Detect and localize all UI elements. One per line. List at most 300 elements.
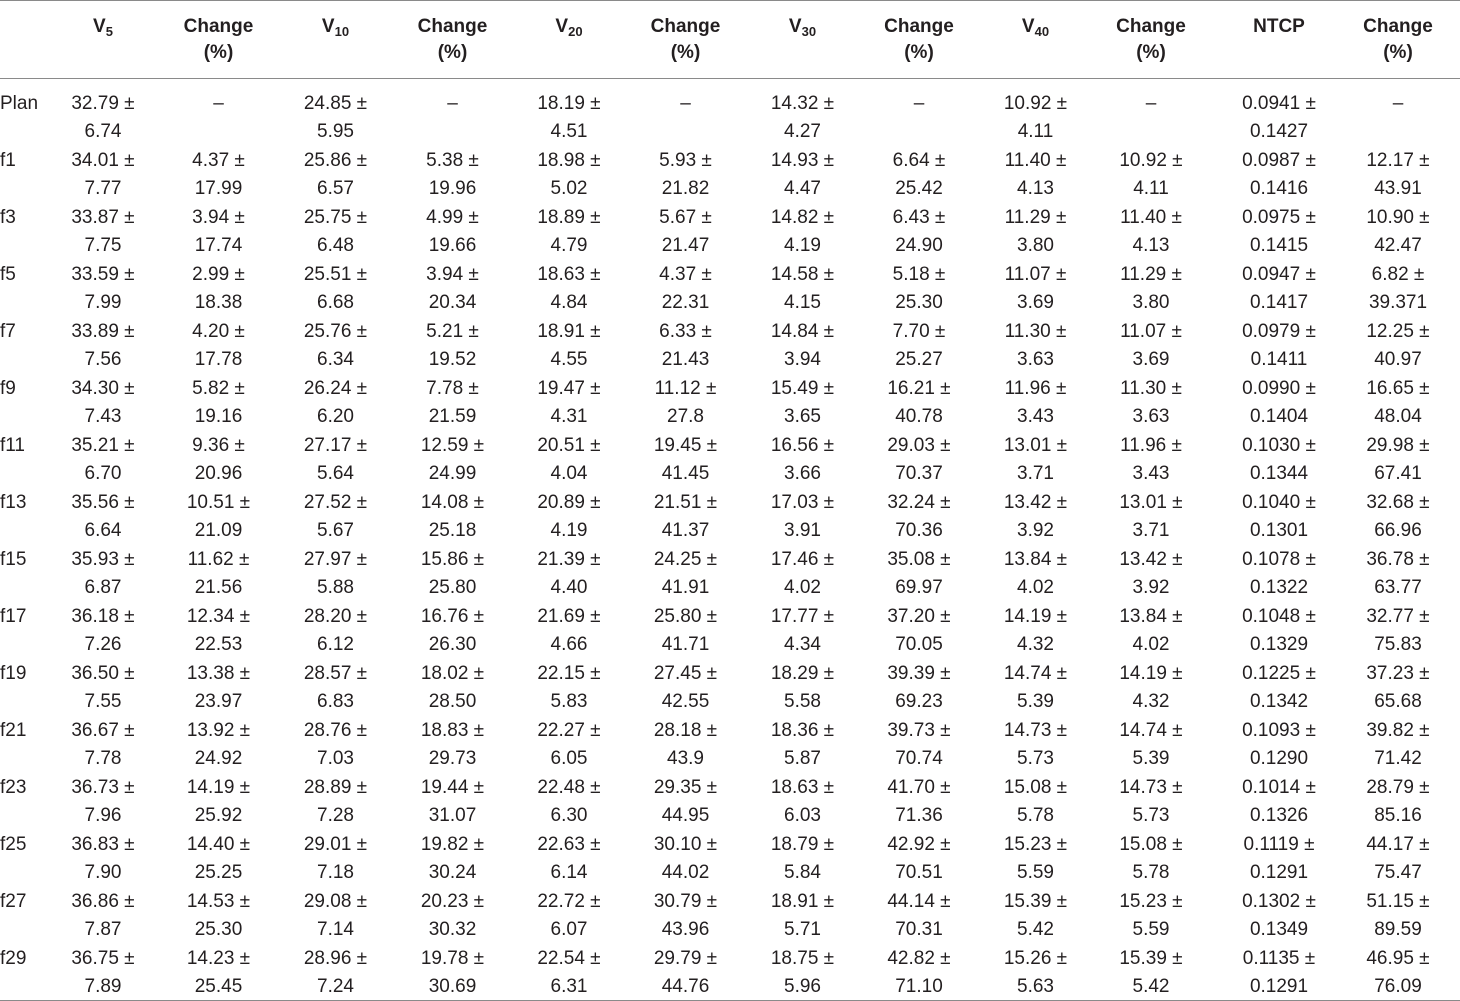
table-cell (1222, 943, 1336, 1001)
header-subscript: 10 (334, 24, 350, 39)
table-cell (991, 79, 1080, 146)
table-cell (991, 430, 1080, 487)
table-cell (525, 259, 613, 316)
cell-mean: 11.07 ± (1120, 321, 1182, 342)
cell-mean: 36.83 ± (71, 834, 135, 855)
cell-mean: 0.1225 ± (1242, 663, 1316, 684)
cell-mean: 25.80 ± (653, 606, 718, 627)
cell-mean: 18.36 ± (770, 720, 835, 741)
cell-sd: 43.9 (667, 747, 704, 769)
cell-mean: 42.92 ± (887, 834, 951, 855)
cell-mean: 36.86 ± (71, 891, 135, 912)
cell-mean: 14.74 ± (1003, 663, 1068, 684)
cell-mean: 0.1119 ± (1243, 834, 1315, 855)
header-unit: (%) (1383, 42, 1413, 63)
cell-sd: 4.27 (784, 120, 821, 142)
header-cell (525, 1, 613, 79)
cell-sd: 4.55 (550, 348, 588, 370)
table-cell (847, 373, 991, 430)
header-cell (613, 1, 758, 79)
table-cell (991, 373, 1080, 430)
cell-sd: 3.69 (1017, 291, 1054, 313)
cell-mean: 29.03 ± (887, 435, 951, 456)
header-label: V (321, 16, 335, 37)
table-cell (291, 544, 380, 601)
table-cell (613, 544, 758, 601)
table-cell (1222, 79, 1336, 146)
cell-sd: 66.96 (1374, 519, 1422, 541)
cell-sd: 4.51 (550, 120, 588, 142)
table-cell (291, 259, 380, 316)
table-cell (60, 316, 146, 373)
cell-sd: 3.43 (1132, 462, 1170, 484)
cell-sd: 4.11 (1133, 177, 1169, 199)
cell-mean: 18.79 ± (770, 834, 835, 855)
cell-sd: 25.25 (194, 861, 243, 883)
row-label: f17 (0, 606, 27, 627)
cell-mean: 44.14 ± (887, 891, 951, 912)
row-label: f27 (0, 891, 27, 912)
cell-mean: 18.75 ± (770, 948, 835, 969)
table-cell (847, 601, 991, 658)
cell-sd: 3.69 (1132, 348, 1170, 370)
table-body (0, 79, 1460, 1001)
cell-mean: 9.36 ± (192, 435, 245, 456)
table-cell (1336, 316, 1460, 373)
table-cell (525, 373, 613, 430)
cell-mean: 11.30 ± (1004, 321, 1067, 342)
cell-sd: 21.56 (194, 576, 243, 598)
cell-mean: 25.86 ± (303, 150, 368, 171)
table-cell (613, 430, 758, 487)
cell-sd: 22.31 (661, 291, 710, 313)
cell-sd: 21.43 (661, 348, 710, 370)
cell-mean: 14.74 ± (1119, 720, 1183, 741)
cell-mean: 15.26 ± (1003, 948, 1068, 969)
cell-sd: 6.70 (84, 462, 122, 484)
cell-mean: 27.52 ± (303, 492, 368, 513)
table-cell (1080, 79, 1222, 146)
cell-sd: 5.58 (784, 690, 821, 712)
table-cell (758, 430, 847, 487)
table-cell (1336, 658, 1460, 715)
cell-mean: 25.51 ± (303, 264, 368, 285)
cell-sd: 19.16 (194, 405, 243, 427)
header-unit: (%) (670, 42, 701, 63)
cell-sd: 7.24 (317, 975, 354, 997)
header-cell (291, 1, 380, 79)
cell-mean: 34.01 ± (71, 150, 135, 171)
cell-mean: 13.42 ± (1003, 492, 1068, 513)
cell-sd: 41.91 (661, 576, 710, 598)
table-cell (847, 430, 991, 487)
cell-mean: 13.84 ± (1003, 549, 1068, 570)
cell-sd: 7.78 (84, 747, 122, 769)
cell-sd: 0.1322 (1249, 576, 1309, 598)
cell-sd: 5.02 (550, 177, 588, 199)
header-label: V (1021, 16, 1035, 37)
cell-mean: – (913, 93, 925, 114)
cell-mean: 14.73 ± (1003, 720, 1068, 741)
cell-sd: 39.371 (1368, 291, 1428, 313)
header-row (0, 1, 1460, 79)
cell-sd: 6.48 (317, 234, 354, 256)
table-cell (758, 943, 847, 1001)
cell-mean: 20.51 ± (537, 435, 601, 456)
cell-sd: 4.19 (550, 519, 588, 541)
row-label: f11 (0, 435, 26, 456)
cell-mean: 30.10 ± (653, 834, 718, 855)
cell-sd: 71.10 (895, 975, 943, 997)
cell-mean: 0.0947 ± (1242, 264, 1316, 285)
row-label: f3 (0, 207, 16, 228)
header-cell (991, 1, 1080, 79)
cell-mean: 32.79 ± (71, 93, 135, 114)
cell-mean: 15.86 ± (420, 549, 485, 570)
table-cell (758, 658, 847, 715)
cell-sd: 6.30 (550, 804, 588, 826)
cell-mean: 39.73 ± (887, 720, 951, 741)
cell-mean: 14.19 ± (1003, 606, 1068, 627)
cell-sd: 67.41 (1374, 462, 1422, 484)
table-cell (380, 487, 525, 544)
cell-mean: 16.21 ± (887, 378, 951, 399)
cell-sd: 3.66 (784, 462, 821, 484)
table-cell (291, 430, 380, 487)
cell-sd: 6.31 (550, 975, 588, 997)
table-cell (847, 316, 991, 373)
cell-mean: 11.29 ± (1004, 207, 1067, 228)
cell-mean: 4.37 ± (192, 150, 245, 171)
header-cell (847, 1, 991, 79)
cell-mean: 22.15 ± (537, 663, 601, 684)
cell-mean: 5.82 ± (192, 378, 245, 399)
cell-sd: 21.09 (194, 519, 243, 541)
cell-sd: 5.42 (1017, 918, 1054, 940)
table-cell (380, 259, 525, 316)
cell-mean: 0.1093 ± (1242, 720, 1316, 741)
table-cell (1336, 202, 1460, 259)
row-label: f23 (0, 777, 27, 798)
cell-sd: 4.34 (784, 633, 821, 655)
table-cell (525, 772, 613, 829)
table-cell (380, 316, 525, 373)
row-label: f9 (0, 378, 16, 399)
cell-mean: 10.92 ± (1119, 150, 1183, 171)
cell-mean: 18.29 ± (770, 663, 835, 684)
cell-sd: 3.43 (1017, 405, 1054, 427)
header-label: Change (417, 16, 488, 37)
header-label: Change (1363, 16, 1433, 37)
table-cell (1080, 886, 1222, 943)
header-cell (1080, 1, 1222, 79)
table-cell (146, 772, 291, 829)
table-cell (1336, 943, 1460, 1001)
header-label: Change (183, 16, 254, 37)
cell-sd: 5.84 (784, 861, 821, 883)
table-cell (758, 544, 847, 601)
table-cell (380, 772, 525, 829)
cell-mean: 19.78 ± (420, 948, 485, 969)
cell-mean: 15.23 ± (1119, 891, 1183, 912)
cell-mean: 14.58 ± (770, 264, 835, 285)
table-cell (847, 886, 991, 943)
cell-mean: 10.92 ± (1003, 93, 1068, 114)
table-cell (1080, 772, 1222, 829)
cell-mean: 11.40 ± (1120, 207, 1182, 228)
table-cell (380, 202, 525, 259)
cell-sd: 5.73 (1017, 747, 1054, 769)
table-cell (613, 772, 758, 829)
table-cell (1080, 715, 1222, 772)
cell-mean: 0.1078 ± (1242, 549, 1316, 570)
table-cell (525, 430, 613, 487)
table-cell (60, 943, 146, 1001)
cell-mean: 11.29 ± (1120, 264, 1182, 285)
table-cell (1222, 829, 1336, 886)
cell-sd: 17.99 (194, 177, 243, 199)
table-cell (758, 259, 847, 316)
table-cell (847, 202, 991, 259)
table-cell (525, 886, 613, 943)
table-cell (1336, 886, 1460, 943)
table-cell (60, 430, 146, 487)
table-cell (146, 79, 291, 146)
cell-mean: 18.19 ± (537, 93, 601, 114)
cell-mean: 0.0979 ± (1242, 321, 1316, 342)
table-cell (1080, 943, 1222, 1001)
cell-mean: 11.40 ± (1004, 150, 1067, 171)
table-cell (146, 658, 291, 715)
cell-mean: 15.39 ± (1003, 891, 1068, 912)
cell-mean: 13.01 ± (1003, 435, 1068, 456)
table-cell (60, 829, 146, 886)
table-cell (380, 79, 525, 146)
cell-sd: 5.63 (1017, 975, 1054, 997)
header-label: Change (1116, 16, 1186, 37)
header-unit: (%) (437, 42, 468, 63)
cell-mean: 17.46 ± (770, 549, 835, 570)
cell-sd: 3.65 (784, 405, 821, 427)
row-label: f25 (0, 834, 27, 855)
header-cell (1336, 1, 1460, 79)
cell-mean: 0.1048 ± (1242, 606, 1316, 627)
table-cell (60, 715, 146, 772)
cell-mean: 0.1040 ± (1242, 492, 1316, 513)
cell-sd: 41.71 (661, 633, 710, 655)
table-cell (991, 601, 1080, 658)
table-cell (1222, 373, 1336, 430)
table-cell (1222, 772, 1336, 829)
cell-mean: 0.1135 ± (1242, 948, 1316, 969)
table-cell (1080, 544, 1222, 601)
table-cell (146, 829, 291, 886)
header-subscript: 30 (801, 24, 817, 39)
cell-sd: 28.50 (428, 690, 477, 712)
header-cell-blank (0, 1, 60, 79)
cell-sd: 3.71 (1132, 519, 1170, 541)
table-cell (758, 715, 847, 772)
cell-sd: 30.24 (428, 861, 477, 883)
cell-mean: 51.15 ± (1366, 891, 1430, 912)
table-row (0, 943, 1460, 1001)
cell-mean: – (213, 93, 224, 114)
cell-mean: 39.39 ± (887, 663, 951, 684)
table-row (0, 202, 1460, 259)
cell-mean: 28.76 ± (303, 720, 368, 741)
table-cell (525, 715, 613, 772)
cell-sd: 0.1344 (1249, 462, 1309, 484)
cell-sd: 6.83 (317, 690, 354, 712)
cell-mean: 12.17 ± (1366, 150, 1430, 171)
table-cell (613, 79, 758, 146)
cell-sd: 70.74 (895, 747, 943, 769)
table-row (0, 715, 1460, 772)
row-label: f19 (0, 663, 27, 684)
row-label: f21 (0, 720, 27, 741)
table-cell (60, 259, 146, 316)
table-cell (991, 145, 1080, 202)
cell-sd: 40.97 (1374, 348, 1422, 370)
cell-sd: 69.23 (895, 690, 943, 712)
cell-sd: 25.45 (194, 975, 243, 997)
table-cell (291, 715, 380, 772)
table-cell (991, 316, 1080, 373)
table-cell (1222, 601, 1336, 658)
table-cell (1222, 259, 1336, 316)
cell-sd: 25.42 (895, 177, 943, 199)
cell-mean: 28.18 ± (653, 720, 718, 741)
cell-sd: 70.05 (895, 633, 943, 655)
cell-sd: 5.71 (784, 918, 821, 940)
header-cell (380, 1, 525, 79)
cell-mean: 36.78 ± (1366, 549, 1430, 570)
cell-sd: 4.84 (550, 291, 588, 313)
cell-mean: 16.76 ± (420, 606, 485, 627)
cell-mean: 18.83 ± (420, 720, 485, 741)
header-subscript: 20 (568, 24, 583, 39)
table-cell (1080, 202, 1222, 259)
cell-mean: 11.07 ± (1004, 264, 1067, 285)
table-cell (380, 544, 525, 601)
cell-mean: 28.96 ± (303, 948, 368, 969)
cell-mean: 14.08 ± (420, 492, 485, 513)
table-cell (1080, 829, 1222, 886)
cell-sd: 0.1342 (1249, 690, 1309, 712)
cell-sd: 4.79 (550, 234, 588, 256)
cell-sd: 25.18 (428, 519, 477, 541)
table-cell (991, 715, 1080, 772)
cell-mean: 25.75 ± (303, 207, 368, 228)
table-row (0, 145, 1460, 202)
cell-sd: 7.26 (84, 633, 122, 655)
table-row (0, 259, 1460, 316)
table-cell (291, 658, 380, 715)
cell-sd: 5.59 (1132, 918, 1170, 940)
table-row (0, 544, 1460, 601)
cell-mean: 19.82 ± (420, 834, 485, 855)
cell-sd: 75.83 (1374, 633, 1422, 655)
cell-sd: 6.20 (317, 405, 354, 427)
table-cell (613, 145, 758, 202)
cell-sd: 0.1411 (1250, 348, 1308, 370)
cell-sd: 5.78 (1132, 861, 1170, 883)
cell-sd: 7.75 (84, 234, 122, 256)
table-cell (146, 430, 291, 487)
table-cell (847, 658, 991, 715)
table-cell (1080, 145, 1222, 202)
table-cell (1336, 772, 1460, 829)
table-cell (146, 259, 291, 316)
cell-sd: 0.1427 (1249, 120, 1309, 142)
table-cell (758, 886, 847, 943)
header-unit: (%) (1136, 42, 1166, 63)
cell-mean: 14.19 ± (1119, 663, 1183, 684)
cell-sd: 63.77 (1374, 576, 1422, 598)
table-cell (758, 487, 847, 544)
cell-mean: 14.40 ± (186, 834, 251, 855)
cell-mean: 28.89 ± (303, 777, 368, 798)
table-cell (1336, 79, 1460, 146)
cell-mean: 32.77 ± (1366, 606, 1430, 627)
table-cell (991, 829, 1080, 886)
cell-mean: 17.77 ± (770, 606, 835, 627)
cell-mean: 15.08 ± (1119, 834, 1183, 855)
table-cell (60, 601, 146, 658)
cell-mean: 3.94 ± (192, 207, 245, 228)
cell-sd: 20.34 (428, 291, 477, 313)
cell-sd: 3.63 (1132, 405, 1170, 427)
cell-mean: 27.17 ± (303, 435, 368, 456)
table-cell (60, 487, 146, 544)
table-cell (1222, 430, 1336, 487)
cell-mean: 14.32 ± (770, 93, 835, 114)
row-label: f13 (0, 492, 27, 513)
table-row (0, 430, 1460, 487)
cell-sd: 31.07 (428, 804, 477, 826)
header-cell (758, 1, 847, 79)
cell-sd: 19.96 (428, 177, 477, 199)
cell-sd: 7.96 (84, 804, 122, 826)
table-cell (991, 772, 1080, 829)
table-row (0, 829, 1460, 886)
cell-sd: 44.95 (661, 804, 710, 826)
cell-mean: 24.25 ± (653, 549, 718, 570)
cell-mean: 6.43 ± (892, 207, 946, 228)
cell-sd: 7.28 (317, 804, 354, 826)
cell-mean: 18.91 ± (770, 891, 835, 912)
cell-sd: 48.04 (1374, 405, 1422, 427)
header-unit: (%) (904, 42, 934, 63)
cell-mean: 17.03 ± (770, 492, 835, 513)
cell-mean: 4.99 ± (426, 207, 479, 228)
cell-sd: 42.55 (661, 690, 710, 712)
cell-sd: 43.91 (1374, 177, 1422, 199)
cell-mean: 11.62 ± (187, 549, 250, 570)
cell-sd: 21.59 (428, 405, 477, 427)
table-cell (146, 943, 291, 1001)
table-cell (1336, 601, 1460, 658)
table-cell (291, 202, 380, 259)
cell-sd: 5.42 (1132, 975, 1170, 997)
table-cell (1336, 259, 1460, 316)
cell-sd: 4.66 (550, 633, 588, 655)
cell-mean: 21.69 ± (537, 606, 601, 627)
table-cell (1080, 259, 1222, 316)
cell-sd: 26.30 (428, 633, 477, 655)
table-cell (60, 79, 146, 146)
table-cell (847, 145, 991, 202)
